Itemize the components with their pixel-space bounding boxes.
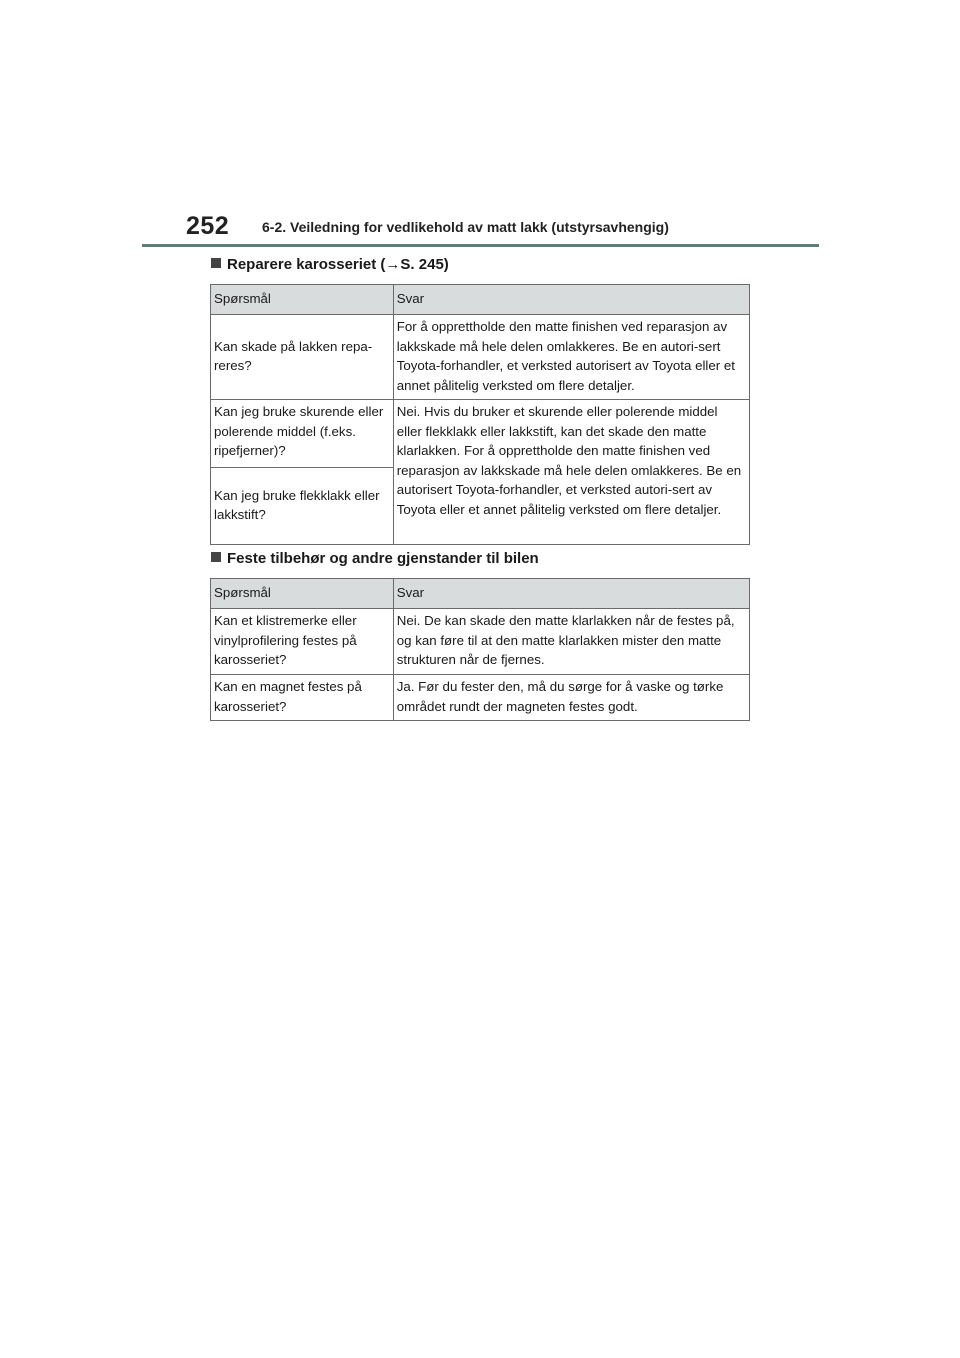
answer-cell: Nei. Hvis du bruker et skurende eller polerende middel eller flekklakk eller lakkstift, kan det skade den matte klarlakken. For å opprettholde den matte finishen ved reparasjon av lakkskade må hele delen omlakkeres. Be en autorisert Toyota-forhandler, et verksted autori-sert av Toyota eller et annet pålitelig verksted om flere detaljer. — [393, 400, 749, 545]
table-row — [211, 315, 750, 400]
question-cell: Kan jeg bruke skurende eller polerende middel (f.eks. ripefjerner)? — [211, 400, 394, 468]
table-row — [211, 675, 750, 721]
column-header-answer: Svar — [393, 285, 749, 315]
table-row — [211, 400, 750, 468]
square-bullet-icon — [211, 552, 221, 562]
page-number: 252 — [186, 212, 230, 240]
subheading-accessories — [211, 550, 539, 567]
question-cell: Kan jeg bruke flekklakk eller lakkstift? — [211, 468, 394, 545]
subheading-repair-text: Reparere karosseriet (→S. 245) — [227, 256, 449, 273]
answer-cell: For å opprettholde den matte finishen ved reparasjon av lakkskade må hele delen omlakkeres. Be en autori-sert Toyota-forhandler, et verksted autorisert av Toyota eller et annet pålitelig verksted om flere detaljer. — [393, 315, 749, 400]
question-cell: Kan et klistremerke eller vinylprofilering festes på karosseriet? — [211, 609, 394, 675]
question-cell: Kan skade på lakken repa-reres? — [211, 315, 394, 400]
section-title: 6-2. Veiledning for vedlikehold av matt lakk (utstyrsavhengig) — [262, 219, 669, 235]
table-row — [211, 609, 750, 675]
table-header-row — [211, 285, 750, 315]
answer-cell: Nei. De kan skade den matte klarlakken når de festes på, og kan føre til at den matte klarlakken mister den matte strukturen når de fjernes. — [393, 609, 749, 675]
question-cell: Kan en magnet festes på karosseriet? — [211, 675, 394, 721]
subheading-repair — [211, 256, 449, 273]
column-header-question: Spørsmål — [211, 579, 394, 609]
column-header-question: Spørsmål — [211, 285, 394, 315]
subheading-accessories-text: Feste tilbehør og andre gjenstander til bilen — [227, 550, 539, 567]
column-header-answer: Svar — [393, 579, 749, 609]
header-rule — [142, 244, 819, 247]
table-header-row — [211, 579, 750, 609]
square-bullet-icon — [211, 258, 221, 268]
answer-cell: Ja. Før du fester den, må du sørge for å vaske og tørke området rundt der magneten festes godt. — [393, 675, 749, 721]
accessories-table — [210, 578, 750, 721]
repair-table — [210, 284, 750, 545]
